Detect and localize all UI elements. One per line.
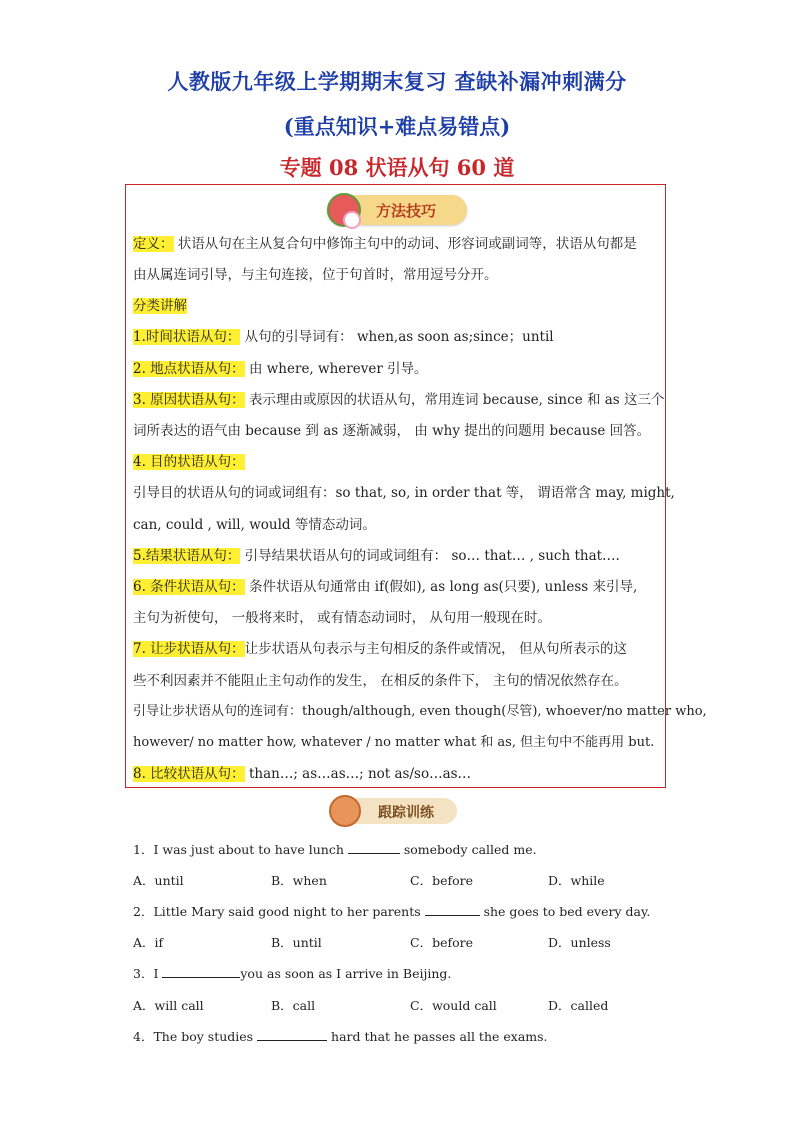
item-place: 2. 地点状语从句： 由 where, wherever 引导。 (133, 361, 428, 377)
question-4: 4．The boy studies hard that he passes all the exams. (133, 1029, 548, 1044)
method-banner-label: 方法技巧 (375, 202, 436, 220)
answer-blank (162, 965, 240, 978)
answer-blank (348, 841, 400, 854)
item-purpose-line-1: 引导目的状语从句的词或词组有：so that, so, in order that 等， 谓语常含 may, might, (133, 485, 675, 501)
definition-label: 定义： (133, 236, 174, 252)
question-3: 3．I you as soon as I arrive in Beijing. (133, 966, 452, 981)
doc-topic: 专题 08 状语从句 60 道 (279, 155, 515, 180)
method-banner (327, 195, 467, 225)
practice-banner (333, 798, 457, 824)
definition-line-2: 由从属连词引导，与主句连接，位于句首时，常用逗号分开。 (133, 267, 498, 283)
option-c[interactable]: C．before (410, 935, 473, 950)
doc-title: 人教版九年级上学期期末复习 查缺补漏冲刺满分 (167, 69, 627, 94)
question-1: 1．I was just about to have lunch somebody called me. (133, 842, 537, 857)
item-reason-cont: 词所表达的语气由 because 到 as 逐渐减弱， 由 why 提出的问题用 because 回答。 (133, 423, 651, 439)
method-box (125, 184, 707, 788)
answer-blank (257, 1028, 327, 1041)
doc-subtitle: (重点知识+难点易错点) (283, 114, 511, 139)
option-b[interactable]: B．until (271, 935, 322, 950)
option-a[interactable]: A．will call (133, 998, 204, 1013)
category-label: 分类讲解 (133, 298, 187, 314)
item-purpose: 4. 目的状语从句： (133, 454, 245, 470)
shell-icon (329, 795, 361, 827)
item-condition: 6. 条件状语从句： 条件状语从句通常由 if(假如), as long as(只要), unless 来引导, (133, 579, 638, 595)
option-c[interactable]: C．before (410, 873, 473, 888)
item-result: 5.结果状语从句： 引导结果状语从句的词或词组有： so… that… , such that…. (133, 548, 620, 564)
item-reason: 3. 原因状语从句： 表示理由或原因的状语从句，常用连词 because, since 和 as 这三个 (133, 392, 665, 408)
option-c[interactable]: C．would call (410, 998, 497, 1013)
category-line (133, 297, 663, 315)
item-condition-cont: 主句为祈使句， 一般将来时， 或有情态动词时， 从句用一般现在时。 (133, 610, 551, 626)
item-concession-line-3: 引导让步状语从句的连词有：though/although, even though(尽管), whoever/no matter who, (133, 704, 707, 719)
item-concession: 7. 让步状语从句：让步状语从句表示与主句相反的条件或情况， 但从句所表示的这 (133, 641, 627, 657)
item-purpose-line-2: can, could , will, would 等情态动词。 (133, 517, 376, 533)
option-b[interactable]: B．call (271, 998, 316, 1013)
definition-line-1: 定义： 状语从句在主从复合句中修饰主句中的动词、形容词或副词等，状语从句都是 (133, 236, 637, 252)
item-concession-line-2: 些不利因素并不能阻止主句动作的发生， 在相反的条件下， 主句的情况依然存在。 (133, 673, 628, 689)
option-d[interactable]: D．while (548, 873, 605, 888)
question-2: 2．Little Mary said good night to her parents she goes to bed every day. (133, 904, 651, 919)
option-a[interactable]: A．until (133, 873, 184, 888)
item-concession-line-4: however/ no matter how, whatever / no matter what 和 as, 但主句中不能再用 but. (133, 735, 655, 750)
option-d[interactable]: D．called (548, 998, 609, 1013)
option-d[interactable]: D．unless (548, 935, 611, 950)
practice-banner-label: 跟踪训练 (378, 805, 434, 821)
option-a[interactable]: A．if (133, 935, 164, 950)
answer-blank (425, 903, 480, 916)
option-b[interactable]: B．when (271, 873, 327, 888)
item-time: 1.时间状语从句： 从句的引导词有： when,as soon as;since；until (133, 329, 554, 345)
item-comparison: 8. 比较状语从句： than…; as…as…; not as/so…as… (133, 766, 472, 782)
